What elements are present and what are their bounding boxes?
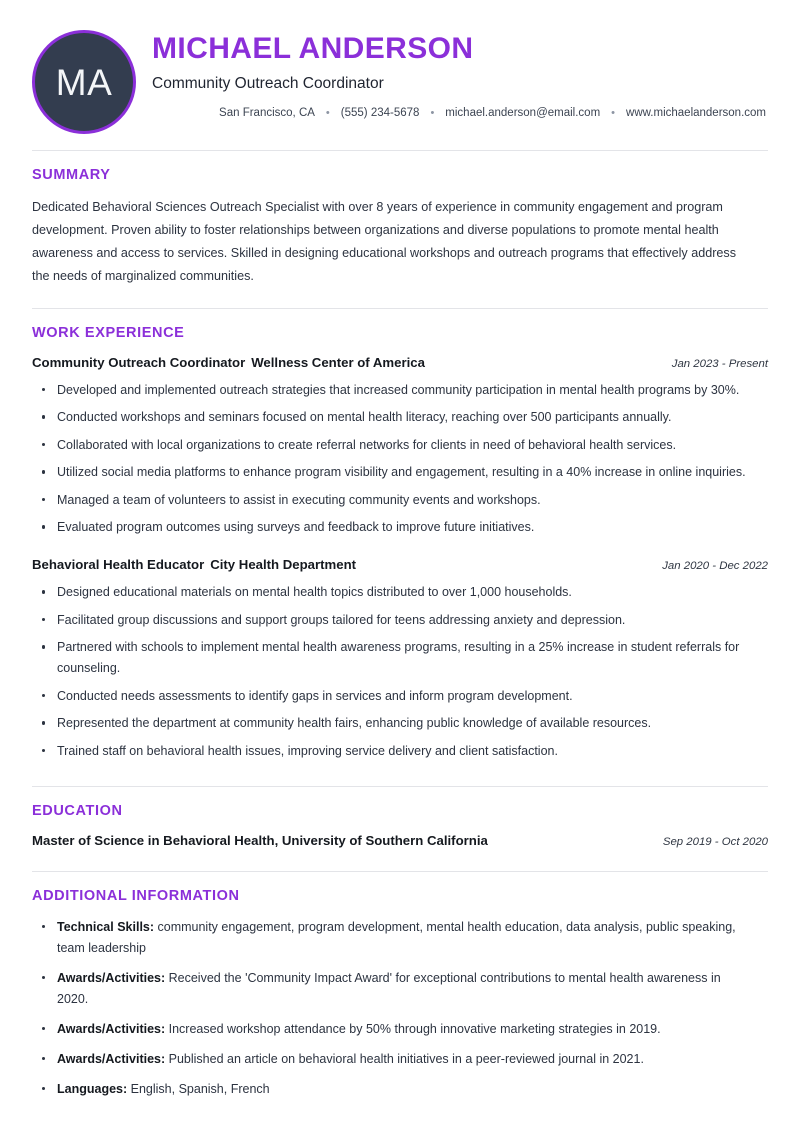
education-date: Sep 2019 - Oct 2020 xyxy=(662,835,768,848)
work-entry-date: Jan 2023 - Present xyxy=(671,357,768,370)
work-entry-header xyxy=(32,556,768,573)
additional-info-label: Languages: xyxy=(57,1082,128,1097)
additional-info-list xyxy=(32,917,768,1100)
work-entry-bullet: Conducted workshops and seminars focused on mental health literacy, reaching over 500 participants annually. xyxy=(36,407,768,428)
work-entry-bullet: Trained staff on behavioral health issues, improving service delivery and client satisfaction. xyxy=(36,741,768,762)
work-entries-container xyxy=(32,354,768,762)
additional-info-item xyxy=(36,968,768,1010)
additional-info-label: Awards/Activities: xyxy=(57,971,166,986)
education-degree: Master of Science in Behavioral Health, University of Southern California xyxy=(32,832,488,848)
education-entries-container xyxy=(32,832,768,849)
contact-email[interactable]: michael.anderson@email.com xyxy=(445,107,601,120)
work-entry-bullet: Collaborated with local organizations to create referral networks for clients in need of behavioral health services. xyxy=(36,435,768,456)
additional-info-label: Awards/Activities: xyxy=(57,1022,166,1037)
additional-info-label: Awards/Activities: xyxy=(57,1052,166,1067)
work-entry-role: Community Outreach Coordinator xyxy=(32,354,246,370)
work-entry-company: Wellness Center of America xyxy=(251,354,425,370)
work-entry-bullets xyxy=(32,380,768,539)
contact-website[interactable]: www.michaelanderson.com xyxy=(626,107,766,120)
additional-info-label: Technical Skills: xyxy=(57,920,155,935)
resume-header xyxy=(32,0,768,148)
work-entry-bullet: Evaluated program outcomes using surveys and feedback to improve future initiatives. xyxy=(36,517,768,538)
section-education xyxy=(32,786,768,849)
work-entry-bullet: Partnered with schools to implement mental health awareness programs, resulting in a 25% increase in student referrals for counseling. xyxy=(36,637,768,679)
contact-separator: • xyxy=(325,106,330,119)
additional-info-value: Increased workshop attendance by 50% through innovative marketing strategies in 2019. xyxy=(165,1022,661,1037)
contact-line xyxy=(152,107,768,119)
work-entry-bullet: Represented the department at community health fairs, enhancing public knowledge of available resources. xyxy=(36,713,768,734)
section-title-work-experience: WORK EXPERIENCE xyxy=(32,324,185,341)
additional-info-item xyxy=(36,1019,768,1040)
avatar xyxy=(32,30,136,134)
work-entry-role: Behavioral Health Educator xyxy=(32,557,205,573)
work-entry-company: City Health Department xyxy=(210,557,357,573)
work-entry-heading xyxy=(32,354,425,371)
contact-separator: • xyxy=(611,106,616,119)
additional-info-value: English, Spanish, French xyxy=(127,1082,270,1097)
candidate-job-title: Community Outreach Coordinator xyxy=(152,74,384,92)
section-title-additional-information: ADDITIONAL INFORMATION xyxy=(32,888,240,905)
avatar-initials: MA xyxy=(55,61,113,103)
additional-info-item xyxy=(36,1049,768,1070)
contact-phone: (555) 234-5678 xyxy=(340,107,420,120)
additional-info-value: community engagement, program development, mental health education, data analysis, public speaking, team leadership xyxy=(57,920,736,956)
additional-info-value: Published an article on behavioral health initiatives in a peer-reviewed journal in 2021. xyxy=(165,1052,644,1067)
work-entry-bullet: Facilitated group discussions and support groups tailored for teens addressing anxiety and depression. xyxy=(36,610,768,631)
section-additional-information xyxy=(32,871,768,1100)
work-entry-bullet: Designed educational materials on mental health topics distributed to over 1,000 households. xyxy=(36,582,768,603)
work-entry-bullet: Developed and implemented outreach strategies that increased community participation in mental health programs by 30%. xyxy=(36,380,768,401)
section-title-summary: SUMMARY xyxy=(32,167,111,183)
additional-info-value: Received the 'Community Impact Award' for exceptional contributions to mental health awareness in 2020. xyxy=(57,971,721,1007)
section-work-experience xyxy=(32,308,768,762)
summary-text: Dedicated Behavioral Sciences Outreach Specialist with over 8 years of experience in community engagement and program development. Proven ability to foster relationships between organizations and diverse populations to promote mental health awareness and access to services. Skilled in designing educational workshops and outreach programs that effectively address the needs of marginalized communities. xyxy=(32,200,737,283)
work-entry-bullet: Utilized social media platforms to enhance program visibility and engagement, resulting in a 40% increase in online inquiries. xyxy=(36,462,768,483)
candidate-name: MICHAEL ANDERSON xyxy=(152,32,474,65)
section-summary xyxy=(32,150,768,288)
contact-separator: • xyxy=(430,106,435,119)
additional-info-item xyxy=(36,917,768,959)
section-title-education: EDUCATION xyxy=(32,802,123,819)
work-entry xyxy=(32,354,768,539)
work-entry-bullets xyxy=(32,582,768,762)
work-entry xyxy=(32,556,768,762)
work-entry-date: Jan 2020 - Dec 2022 xyxy=(662,560,768,573)
header-text-block xyxy=(152,28,768,119)
work-entry-heading xyxy=(32,556,356,573)
work-entry-bullet: Conducted needs assessments to identify gaps in services and inform program development. xyxy=(36,686,768,707)
additional-info-item xyxy=(36,1079,768,1100)
contact-location: San Francisco, CA xyxy=(219,107,315,120)
education-entry xyxy=(32,832,768,849)
work-entry-bullet: Managed a team of volunteers to assist in executing community events and workshops. xyxy=(36,490,768,511)
work-entry-header xyxy=(32,354,768,371)
